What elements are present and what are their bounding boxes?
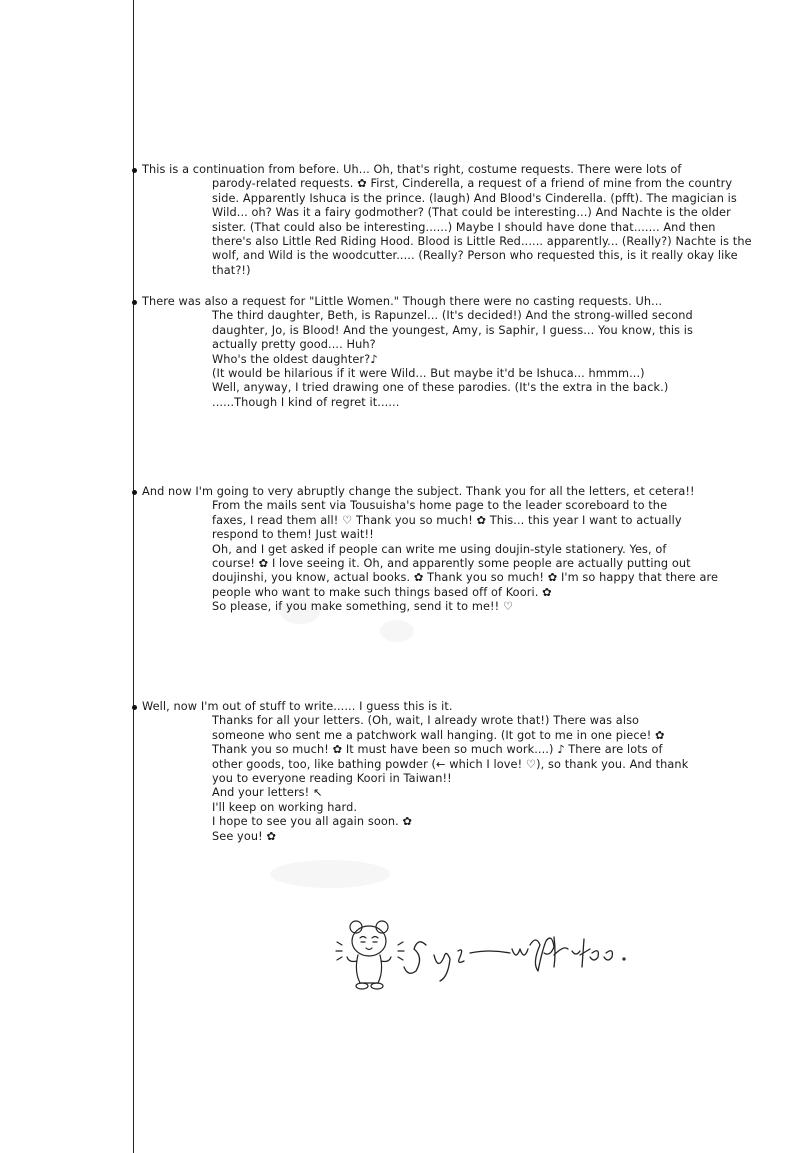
paragraph-line: you to everyone reading Koori in Taiwan!!: [212, 772, 452, 786]
paragraph-line: Thanks for all your letters. (Oh, wait, I already wrote that!) There was also: [212, 714, 640, 728]
handwritten-signature: [404, 937, 625, 981]
paragraph-line: doujinshi, you know, actual books. ✿ Thank you so much! ✿ I'm so happy that there are: [212, 571, 719, 585]
paragraph-line: See you! ✿: [212, 829, 277, 843]
paragraph-line: So please, if you make something, send it to me!! ♡: [212, 600, 514, 614]
paragraph-first-line: There was also a request for "Little Women." Though there were no casting requests. Uh...: [142, 295, 663, 308]
paragraph-first-line: Well, now I'm out of stuff to write...... I guess this is it.: [142, 700, 453, 713]
paragraph-line: Who's the oldest daughter?♪: [212, 352, 378, 366]
paragraph-line: (It would be hilarious if it were Wild... But maybe it'd be Ishuca... hmmm...): [212, 367, 645, 381]
paragraph-closing: [132, 700, 794, 844]
paragraph-thank-you-letters: [132, 485, 794, 615]
paragraph-line: And your letters! ↖: [212, 786, 323, 800]
paragraph-line: side. Apparently Ishuca is the prince. (laugh) And Blood's Cinderella. (pfft). The magician is: [212, 191, 737, 205]
paragraph-line: sister. (That could also be interesting......) Maybe I should have done that....... And then: [212, 220, 716, 234]
paragraph-line: faxes, I read them all! ♡ Thank you so much! ✿ This... this year I want to actually: [212, 513, 682, 527]
paragraph-body: [132, 714, 794, 844]
paragraph-first-line: This is a continuation from before. Uh... Oh, that's right, costume requests. There were lots of: [142, 163, 682, 176]
paragraph-line: Well, anyway, I tried drawing one of these parodies. (It's the extra in the back.): [212, 381, 669, 395]
paragraph-first-line: And now I'm going to very abruptly change the subject. Thank you for all the letters, et cetera!!: [142, 485, 695, 498]
paragraph-line: ......Though I kind of regret it......: [212, 395, 400, 409]
bullet-icon: [132, 705, 137, 710]
paragraph-line: actually pretty good.... Huh?: [212, 338, 376, 352]
paragraph-line: I'll keep on working hard.: [212, 800, 358, 814]
paragraph-line: other goods, too, like bathing powder (← which I love! ♡), so thank you. And thank: [212, 757, 689, 771]
paragraph-line: that?!): [212, 263, 251, 277]
bear-doodle-icon: [336, 921, 404, 989]
scan-smudge: [270, 860, 390, 888]
paragraph-line: The third daughter, Beth, is Rapunzel... (It's decided!) And the strong-willed second: [212, 309, 693, 323]
paragraph-line: respond to them! Just wait!!: [212, 528, 374, 542]
paragraph-line: I hope to see you all again soon. ✿: [212, 815, 413, 829]
paragraph-little-women: [132, 295, 794, 410]
paragraph-line: Wild... oh? Was it a fairy godmother? (That could be interesting...) And Nachte is the older: [212, 206, 731, 220]
paragraph-line: From the mails sent via Tousuisha's home page to the leader scoreboard to the: [212, 499, 668, 513]
paragraph-line: wolf, and Wild is the woodcutter..... (Really? Person who requested this, is it really okay like: [212, 249, 738, 263]
paragraph-body: [132, 177, 794, 278]
paragraph-line: someone who sent me a patchwork wall hanging. (It got to me in one piece! ✿: [212, 728, 665, 742]
paragraph-body: [132, 309, 794, 410]
paragraph-line: Thank you so much! ✿ It must have been so much work....) ♪ There are lots of: [212, 743, 663, 757]
scan-smudge: [380, 620, 414, 642]
paragraph-line: Oh, and I get asked if people can write me using doujin-style stationery. Yes, of: [212, 542, 667, 556]
paragraph-body: [132, 499, 794, 614]
bullet-icon: [132, 490, 137, 495]
paragraph-costume-requests: [132, 163, 794, 278]
paragraph-line: course! ✿ I love seeing it. Oh, and apparently some people are actually putting out: [212, 557, 691, 571]
paragraph-line: daughter, Jo, is Blood! And the youngest, Amy, is Saphir, I guess... You know, this is: [212, 323, 694, 337]
paragraph-line: there's also Little Red Riding Hood. Blood is Little Red...... apparently... (Really?) Nachte is the: [212, 235, 752, 249]
paragraph-line: people who want to make such things based off of Koori. ✿: [212, 585, 552, 599]
bullet-icon: [132, 168, 137, 173]
author-signature-doodle: [330, 915, 650, 1005]
paragraph-line: parody-related requests. ✿ First, Cinderella, a request of a friend of mine from the country: [212, 177, 733, 191]
bullet-icon: [132, 300, 137, 305]
